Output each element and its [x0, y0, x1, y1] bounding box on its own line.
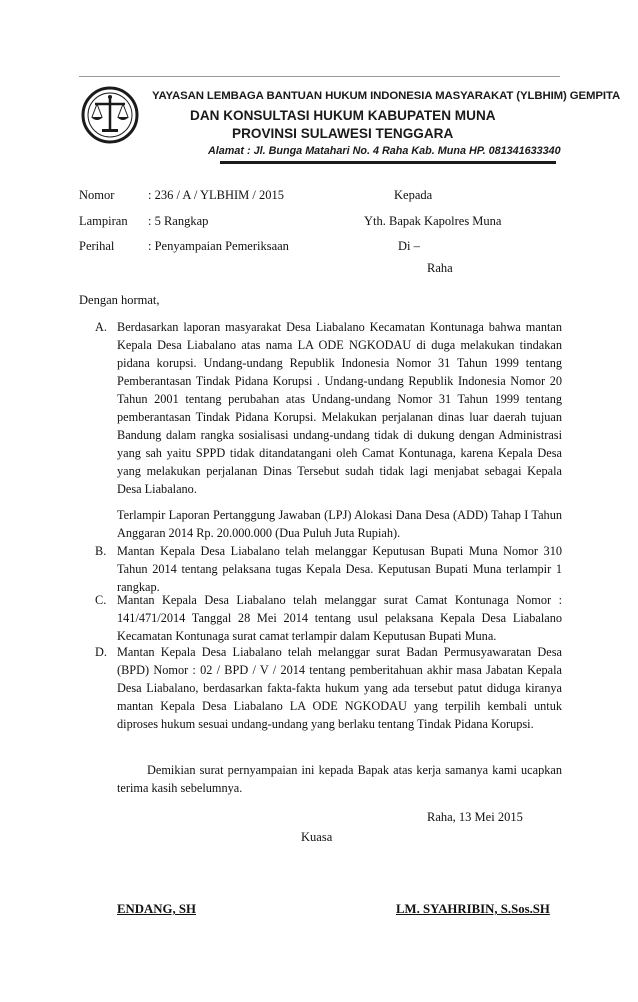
item-text: Mantan Kepala Desa Liabalano telah melanggar surat Badan Permusyawaratan Desa (BPD) Nomor : 02 / BPD / V / 2014 tentang pemberitahuan akhir masa Jabatan Kepala Desa Liabalano, berdasarkan fakta-fakta hukum yang ada tersebut patut diduga kiranya mantan Kepala Desa Liabalano LA ODE NGKODAU yang terpilih kembali untuk diproses hukum sesuai undang-undang yang berlaku tentang Tindak Pidana Korupsi.: [117, 645, 562, 731]
closing-paragraph: [117, 761, 562, 797]
lampiran-value: : 5 Rangkap: [148, 214, 209, 228]
list-item: [117, 591, 562, 645]
item-text: Mantan Kepala Desa Liabalano telah melanggar surat Camat Kontunaga Nomor : 141/471/2014 Tanggal 28 Mei 2014 tentang usul pelaksana Kepala Desa Liabalano Kecamatan Kontunaga surat camat terlampir dalam Keputusan Bupati Muna.: [117, 593, 562, 643]
perihal-label: Perihal: [79, 239, 115, 253]
list-item: [117, 542, 562, 596]
item-marker: D.: [95, 645, 107, 659]
letterhead-org-line1: YAYASAN LEMBAGA BANTUAN HUKUM INDONESIA MASYARAKAT (YLBHIM) GEMPITA: [152, 90, 621, 102]
letterhead-org-line2: DAN KONSULTASI HUKUM KABUPATEN MUNA: [190, 108, 496, 123]
scales-of-justice-icon: [81, 86, 139, 144]
recipient-place: Raha: [427, 261, 453, 275]
item-text: Mantan Kepala Desa Liabalano telah melanggar Keputusan Bupati Muna Nomor 310 Tahun 2014 tentang pelaksana tugas Kepala Desa. Keputusan Bupati Muna terlampir 1 rangkap.: [117, 544, 562, 594]
list-item: [117, 643, 562, 733]
recipient-di: Di –: [398, 239, 420, 253]
item-marker: B.: [95, 544, 107, 558]
place-date: Raha, 13 Mei 2015: [427, 810, 523, 824]
letterhead-rule: [220, 161, 556, 164]
kuasa-label: Kuasa: [301, 830, 333, 844]
list-item-attachment: [117, 506, 562, 542]
lampiran-label: Lampiran: [79, 214, 128, 228]
list-item: [117, 318, 562, 498]
item-text: Berdasarkan laporan masyarakat Desa Liabalano Kecamatan Kontunaga bahwa mantan Kepala Desa Liabalano atas nama LA ODE NGKODAU di duga melakukan tindakan pidana korupsi. Undang-undang Republik Indonesia Nomor 31 Tahun 1999 tentang Pemberantasan Tindak Pidana Korupsi . Undang-undang Republik Indonesia Nomor 20 Tahun 2001 tentang perubahan atas Undang-undang Nomor 31 Tahun 1999 tentang pemberantasan Tindak Pidana Korupsi. Melakukan perjalanan dinas luar daerah tujuan Bandung dalam rangka sosialisasi undang-undang tidak di dukung dengan Administrasi yang sah yaitu SPPD tidak ditandatangani oleh Camat Kontunaga, karena Kepala Desa yang melakukan perjalanan Dinas Tersebut sudah tidak lagi menjabat sebagai Kepala Desa Liabalano.: [117, 320, 562, 496]
recipient-kepada: Kepada: [394, 188, 433, 202]
recipient-name: Yth. Bapak Kapolres Muna: [364, 214, 502, 228]
top-divider: [79, 76, 560, 77]
perihal-value: : Penyampaian Pemeriksaan: [148, 239, 289, 253]
closing-text: Demikian surat pernyampaian ini kepada Bapak atas kerja samanya kami ucapkan terima kasih sebelumnya.: [117, 763, 562, 795]
nomor-value: : 236 / A / YLBHIM / 2015: [148, 188, 285, 202]
signatory-right: LM. SYAHRIBIN, S.Sos.SH: [396, 902, 550, 916]
salutation: Dengan hormat,: [79, 293, 160, 307]
item-marker: C.: [95, 593, 107, 607]
item-extra-text: Terlampir Laporan Pertanggung Jawaban (LPJ) Alokasi Dana Desa (ADD) Tahap I Tahun Anggaran 2014 Rp. 20.000.000 (Dua Puluh Juta Rupiah).: [117, 508, 562, 540]
item-marker: A.: [95, 320, 107, 334]
letterhead-address: Alamat : Jl. Bunga Matahari No. 4 Raha Kab. Muna HP. 081341633340: [208, 145, 561, 157]
letterhead-org-line3: PROVINSI SULAWESI TENGGARA: [232, 126, 454, 141]
nomor-label: Nomor: [79, 188, 115, 202]
signatory-left: ENDANG, SH: [117, 902, 196, 916]
